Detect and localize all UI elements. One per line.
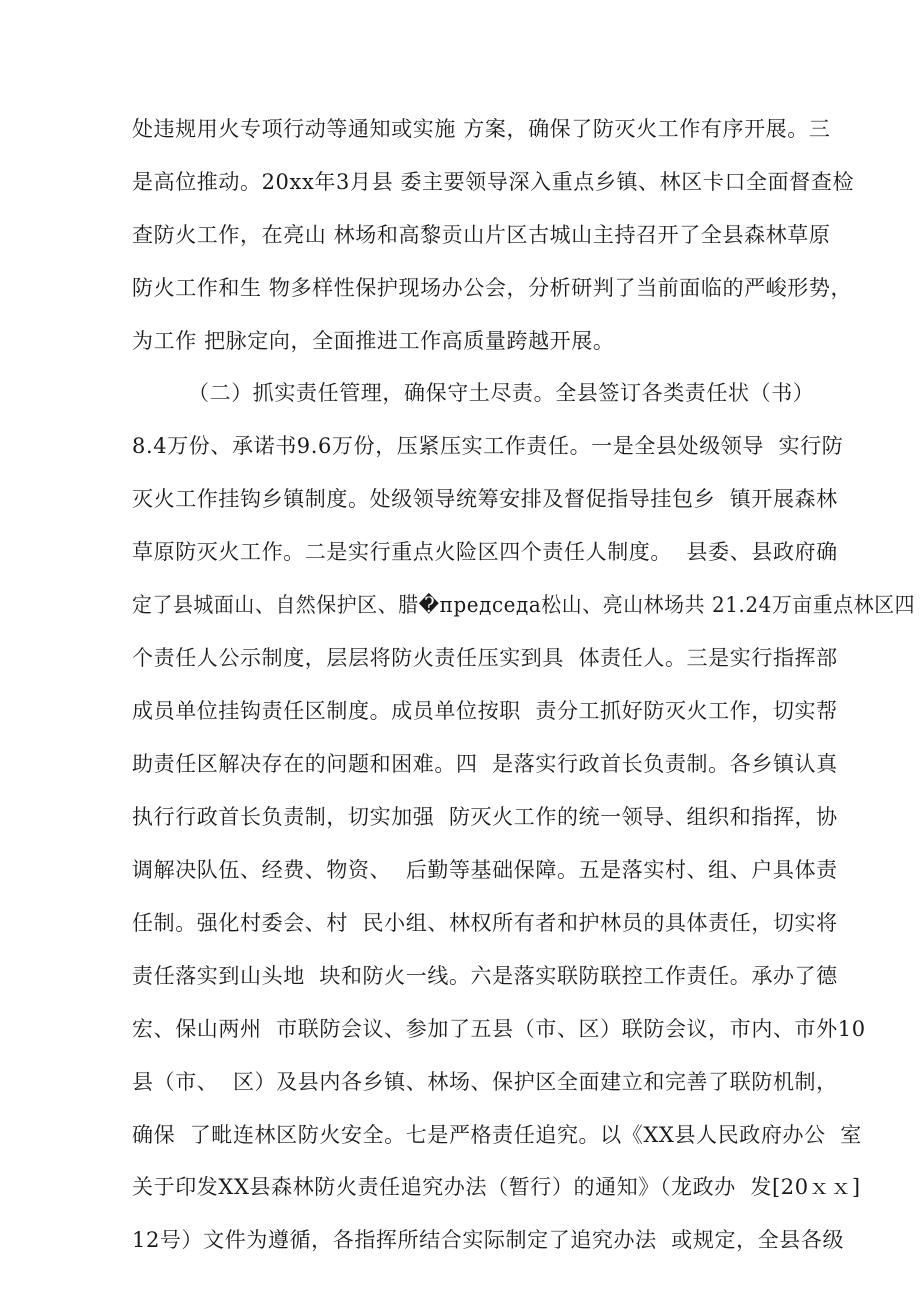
text-line: 责任落实到山头地 块和防火一线。六是落实联防联控工作责任。承办了德 [132, 964, 838, 988]
text-line: 草原防灭火工作。二是实行重点火险区四个责任人制度。 县委、县政府确 [132, 540, 838, 564]
text-line: 定了县城面山、自然保护区、腊�председа松山、亮山林场共 21.24万亩重点林区四 [132, 593, 916, 617]
text-line: 防火工作和生 物多样性保护现场办公会，分析研判了当前面临的严峻形势， [132, 276, 853, 300]
text-line: 确保 了毗连林区防火安全。七是严格责任追究。以《XX县人民政府办公 室 [132, 1123, 862, 1147]
text-line: 查防火工作，在亮山 林场和高黎贡山片区古城山主持召开了全县森林草原 [132, 223, 831, 247]
text-line: 为工作 把脉定向，全面推进工作高质量跨越开展。 [132, 329, 615, 353]
text-line: 是高位推动。20xx年3月县 委主要领导深入重点乡镇、林区卡口全面督查检 [132, 170, 855, 194]
text-line: 助责任区解决存在的问题和困难。四 是落实行政首长负责制。各乡镇认真 [132, 752, 838, 776]
text-line: 执行行政首长负责制，切实加强 防灭火工作的统一领导、组织和指挥，协 [132, 805, 838, 829]
text-line: 宏、保山两州 市联防会议、参加了五县（市、区）联防会议，市内、市外10 [132, 1017, 866, 1041]
text-line: 8.4万份、承诺书9.6万份，压紧压实工作责任。一是全县处级领导 实行防 [132, 434, 844, 458]
text-line: 处违规用火专项行动等通知或实施 方案，确保了防灭火工作有序开展。三 [132, 117, 831, 141]
text-line: 调解决队伍、经费、物资、 后勤等基础保障。五是落实村、组、户具体责 [132, 858, 838, 882]
text-line: 个责任人公示制度，层层将防火责任压实到具 体责任人。三是实行指挥部 [132, 646, 838, 670]
text-line: 关于印发XX县森林防火责任追究办法（暂行）的通知》（龙政办 发[20ｘｘ] [132, 1175, 861, 1199]
text-line: 成员单位挂钩责任区制度。成员单位按职 责分工抓好防灭火工作，切实帮 [132, 699, 838, 723]
text-line: 12号）文件为遵循，各指挥所结合实际制定了追究办法 或规定，全县各级 [132, 1228, 845, 1252]
text-line: 县（市、 区）及县内各乡镇、林场、保护区全面建立和完善了联防机制， [132, 1070, 838, 1094]
section-heading-line: （二）抓实责任管理，确保守土尽责。全县签订各类责任状（书） [188, 381, 815, 405]
text-line: 灭火工作挂钩乡镇制度。处级领导统筹安排及督促指导挂包乡 镇开展森林 [132, 487, 838, 511]
text-line: 任制。强化村委会、村 民小组、林权所有者和护林员的具体责任，切实将 [132, 911, 838, 935]
